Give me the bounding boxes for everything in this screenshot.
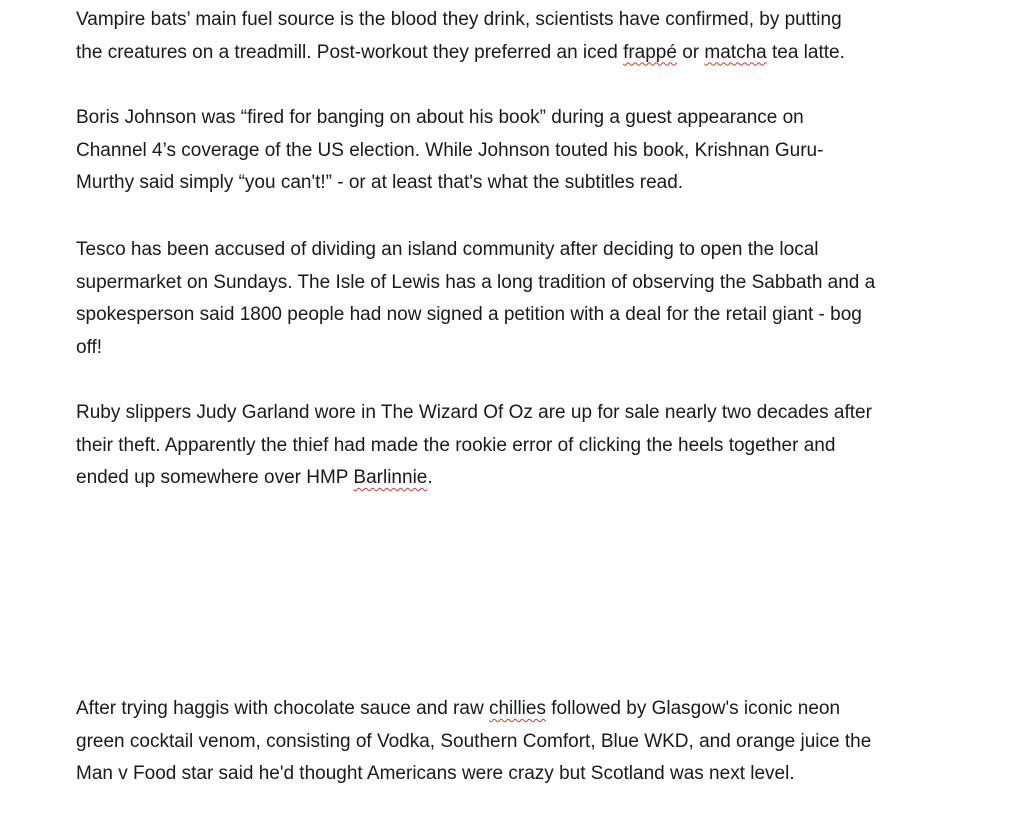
text-line: the creatures on a treadmill. Post-workout they preferred an iced frappé or matcha tea latte. xyxy=(76,41,845,63)
text-line: Vampire bats’ main fuel source is the blood they drink, scientists have confirmed, by putting xyxy=(76,9,842,30)
text-line: ended up somewhere over HMP Barlinnie. xyxy=(76,467,433,489)
text-line: Boris Johnson was “fired for banging on about his book” during a guest appearance on xyxy=(76,107,804,128)
text-line: Channel 4’s coverage of the US election. While Johnson touted his book, Krishnan Guru- xyxy=(76,139,824,161)
text-line: Tesco has been accused of dividing an island community after deciding to open the local xyxy=(76,239,819,260)
text-line: spokesperson said 1800 people had now signed a petition with a deal for the retail giant - bog xyxy=(76,304,862,326)
text-line: Man v Food star said he'd thought Americans were crazy but Scotland was next level. xyxy=(76,763,795,785)
text-line: green cocktail venom, consisting of Vodka, Southern Comfort, Blue WKD, and orange juice the xyxy=(76,730,872,752)
misspelled-word[interactable]: frappé xyxy=(623,41,677,63)
text-line: supermarket on Sundays. The Isle of Lewis has a long tradition of observing the Sabbath and a xyxy=(76,271,876,293)
paragraph-tesco xyxy=(76,234,875,364)
paragraph-boris-johnson xyxy=(76,102,823,200)
text-line: off! xyxy=(76,336,103,358)
misspelled-word[interactable]: matcha xyxy=(704,41,767,63)
paragraph-vampire-bats xyxy=(76,4,845,69)
text-line: After trying haggis with chocolate sauce and raw chillies followed by Glasgow's iconic neon xyxy=(76,698,841,719)
paragraph-ruby-slippers xyxy=(76,397,872,495)
misspelled-word[interactable]: Barlinnie xyxy=(353,467,428,489)
text-line: Murthy said simply “you can't!” - or at least that's what the subtitles read. xyxy=(76,172,684,194)
text-line: Ruby slippers Judy Garland wore in The Wizard Of Oz are up for sale nearly two decades after xyxy=(76,402,872,423)
text-line: their theft. Apparently the thief had made the rookie error of clicking the heels together and xyxy=(76,434,836,456)
misspelled-word[interactable]: chillies xyxy=(488,698,546,719)
paragraph-man-v-food xyxy=(76,693,871,791)
